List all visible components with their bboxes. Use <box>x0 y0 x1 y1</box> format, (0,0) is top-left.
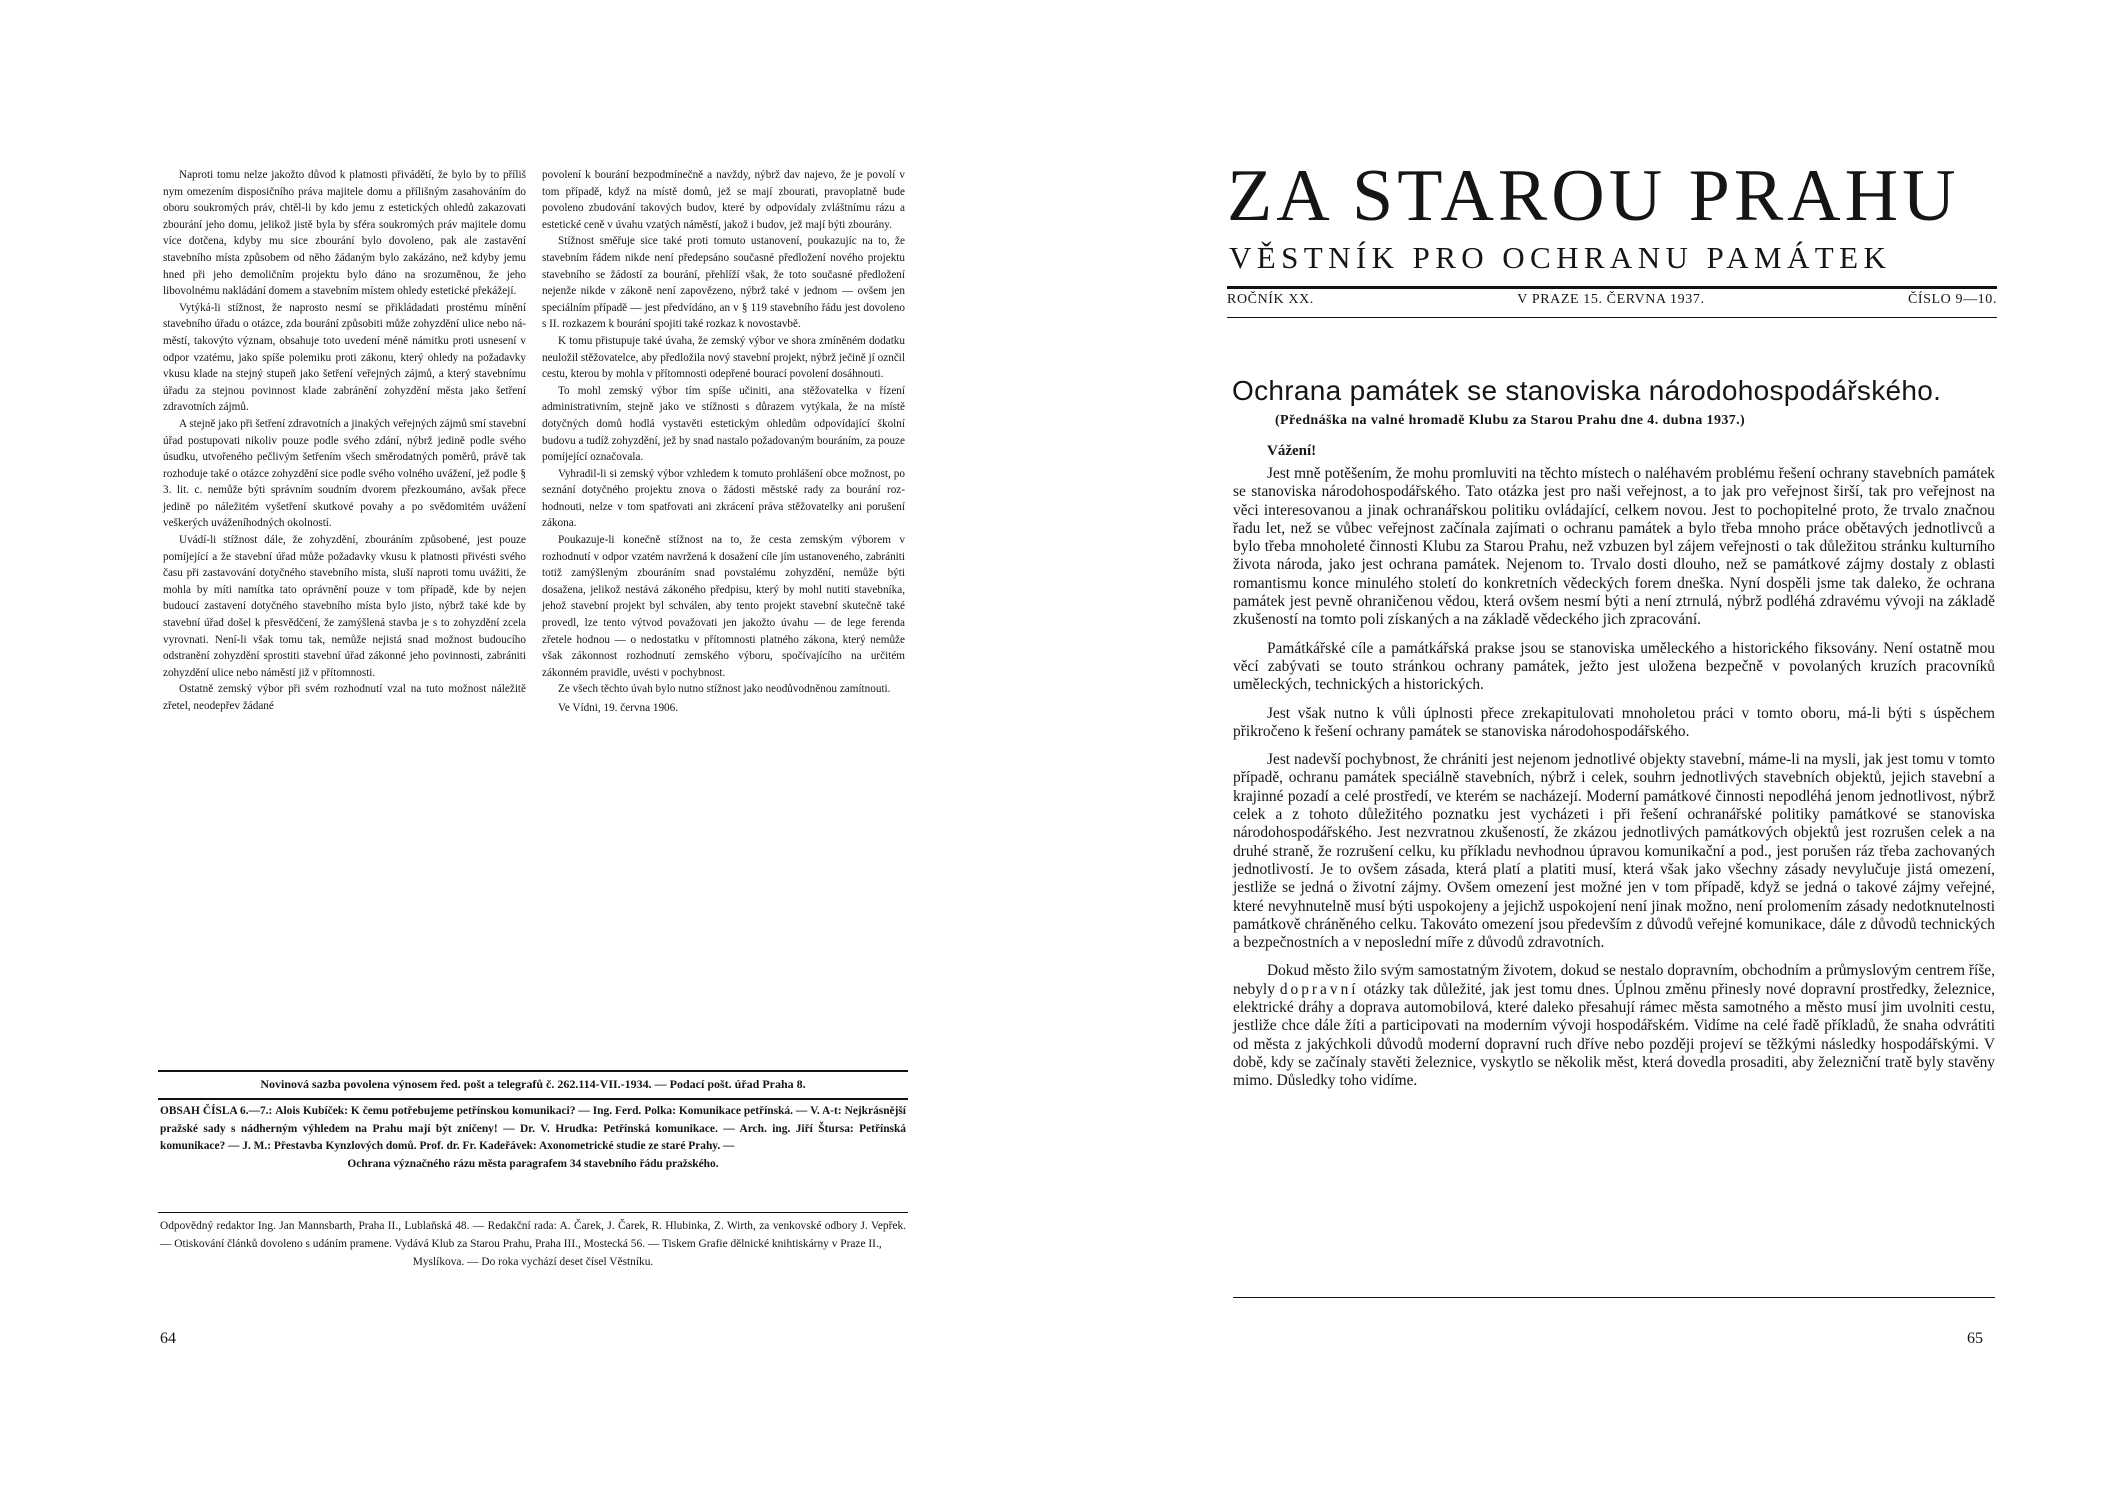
paragraph: A stejně jako při šetření zdravotních a jinakých veřejných zájmů smí stavební úřad postupovati nikoliv pouze podle svého zdání, nýbrž jedině podle svého úsudku, utvořeného pečlivým šetřením všech směrodatných poměrů, právě tak rozhoduje také o otázce zohyzdění sice podle svého volného uvážení, jež podle § 3. lit. c. nemůže býti správním soudním dvorem přezkoumáno, avšak přece jedině po náležitém vyšetření skutkové povahy a po svědomitém uvážení veškerých uváženíhodných okolností. <box>163 417 527 530</box>
divider <box>1227 317 1997 318</box>
dateline: Ve Vídni, 19. června 1906. <box>558 702 679 714</box>
text-run: Dokud město žilo svým samostatným životem, dokud se nestalo dopravním, obchodním a průmyslovým centrem říše, nebyly <box>1233 962 1995 998</box>
paragraph: Ze všech těchto úvah bylo nutno stížnost jako neodůvodněnou zamítnouti. <box>558 683 891 696</box>
article-body <box>1233 465 1995 1101</box>
paragraph: Naproti tomu nelze jakožto důvod k platnosti přivádětí, že bylo by to příliš nym omezením disposičního práva majitele domu a přílišným zasahováním do oboru soukromých práv, chtěl-li by kdo jemu z estetických ohledů zakazovati zbourání jeho domu, jelikož jistě byla by sféra soukromých práv majitele domu více dotčena, kdyby mu sice zbourání bylo dovoleno, pak ale zastavění stavebního místa způsobem od něho žádaným bylo zakázáno, než kdyby jemu hned při jeho demoličním projektu bylo dáno na srozuměnou, že jeho libovolnému nakládání domem a stavebním místem ohledy estetické překážejí. <box>163 169 526 298</box>
issue-number: ČÍSLO 9—10. <box>1907 292 1997 307</box>
issue-contents <box>160 1103 906 1173</box>
divider <box>1227 286 1997 289</box>
paragraph: Ostatně zemský výbor při svém rozhodnutí vzal na tuto možnost náležitě zřetel, neodepřev žádané <box>163 683 526 712</box>
imprint <box>160 1218 906 1271</box>
volume: ROČNÍK XX. <box>1227 292 1314 307</box>
imprint-last-line: Myslíkova. — Do roka vychází deset čísel Věstníku. <box>412 1255 654 1268</box>
article-title: Ochrana památek se stanoviska národohospodářského. <box>1232 375 1942 406</box>
contents-label: OBSAH ČÍSLA 6.—7.: <box>160 1105 273 1117</box>
article-subtitle: (Přednáška na valné hromadě Klubu za Starou Prahu dne 4. dubna 1937.) <box>1275 413 1746 428</box>
paragraph: Památkářské cíle a památkářská prakse jsou se stanoviska uměleckého a historického fiksovány. Není ostatně mou věcí zabývati se touto stránkou ochrany památek, ježto jest uložena bezpečně v povolaných kruzích pracovníků uměleckých, technických a historických. <box>1233 639 1995 694</box>
divider <box>1233 1297 1995 1298</box>
right-page <box>1057 0 2114 1500</box>
salutation: Vážení! <box>1267 443 1317 459</box>
issue-info-bar <box>1227 292 1997 308</box>
postal-notice: Novinová sazba povolena výnosem řed. pošt a telegrafů č. 262.114-VII.-1934. — Podací pošt. úřad Praha 8. <box>260 1077 806 1091</box>
issue-date: V PRAZE 15. ČERVNA 1937. <box>1517 292 1705 307</box>
imprint-text: Odpovědný redaktor Ing. Jan Mannsbarth, Praha II., Lublaňská 48. — Redakční rada: A. Čarek, J. Čarek, R. Hlubinka, Z. Wirth, za venkovské odbory J. Vepřek. — Otiskování článků dovoleno s udáním pramene. Vydává Klub za Starou Prahu, Praha III., Mostecká 56. — Tiskem Grafie dělnické knihtiskárny v Praze II., <box>160 1220 906 1250</box>
divider <box>158 1070 908 1072</box>
text-column-right <box>542 167 905 717</box>
paragraph: To mohl zemský výbor tím spíše učiniti, ana stěžovatelka v řízení administrativním, stejně jako ve stížnosti s důrazem vytýkala, že na místě dotyčných domů hodlá vystavěti estetickým ohledům odpovídající školní budovu a tudíž zohyzdění, jež by snad nastalo požadovaným bouráním, za pouze pomíjející označovala. <box>542 384 905 464</box>
page-number: 64 <box>160 1330 176 1347</box>
paragraph: Jest nadevší pochybnost, že chrániti jest nejenom jednotlivé objekty stavební, máme-li na mysli, jak jest tomu v tomto případě, ochranu památek speciálně stavebních, nýbrž i celek, souhrn jednotlivých stavebních objektů, jejich stavební a krajinné pozadí a celé prostředí, ve kterém se nacházejí. Moderní památkové činnosti nepodléhá jenom jednotlivost, nýbrž celek a z tohoto důležitého poznatku jest vycházeti i při řešení ochranářské politiky památkové se stanoviska národohospodářského. Jest nezvratnou zkušeností, že zkázou jednotlivých památkových objektů jest rozrušen celek a na druhé straně, že rozrušení celku, ku příkladu nevhodnou úpravou komunikační a pod., jest porušen ráz třeba zachovaných jednotlivostí. Je to ovšem zásada, která platí a platiti musí, která však jako všechny zásady nevylučuje jistá omezení, jestliže se jedná o životní zájmy. Ovšem omezení jest možné jen v tom případě, když se jedná o takové zájmy veřejné, které nevyhnutelně musí býti uspokojeny a jejichž uspokojení není jinak možno, není prolomením zásady nedotknutelnosti památkově chráněného celku. Takováto omezení jsou především z důvodů veřejné komunikace, dále z důvodů technických a bezpečnostních a v neposlední míře z důvodů zdravotních. <box>1233 751 1995 952</box>
masthead-title: ZA STAROU PRAHU <box>1227 155 1960 237</box>
paragraph: Poukazuje-li konečně stížnost na to, že cesta zemským výborem v rozhodnutí v odpor vzatém navržená k dosažení cíle jím ustanoveného, zabrániti totiž zamýšleným zbouráním snad povstalému zohyzdění, nemůže býti dosažena, jelikož nestává zákoného předpisu, který by mohl nutiti stavebníka, jehož stavební projekt byl schválen, aby tento projekt stavební skutečně také provedl, lze tento výtvod považovati jen jakožto úvahu — de lege ferenda zřetele hodnou — o nedostatku v přítomnosti platného zákona, který nemůže však zákonnost rozhodnutí zemského výboru, spočívajícího na určitém zákonném pravidle, uvésti v pochybnost. <box>542 534 905 679</box>
divider <box>158 1212 908 1213</box>
paragraph: Uvádí-li stížnost dále, že zohyzdění, zbouráním způsobené, jest pouze pomíjející a že stavební úřad může požadavky vkusu k platnosti přivésti svého času při zastavování dotyčného stavebního místa, sluší naproti tomu uvážiti, že mohla by míti namítka tato oprávnění pouze v tom případě, kde by nejen budoucí zastavení dotyčného stavebního místa bylo jisto, nýbrž také kde by stavební úřad došel k přesvědčení, že zamýšlená stavba je s to zohyzdění zcela vyrovnati. Není-li však tomu tak, nemůže nejistá snad možnost budoucího odstranění zohyzdění sprostiti stavební úřad zákonné jeho povinnosti, zabrániti zohyzdění ulice nebo náměstí již v přítomnosti. <box>163 534 526 679</box>
paragraph: Vytýká-li stížnost, že naprosto nesmí se přikládadati prostému mínění stavebního úřadu o otázce, zda bourání způsobiti může zohyzdění ulice nebo náměstí, takovýto význam, obsahuje toto uvedení méně námitku proti usnesení v odpor vzatému, jako spíše polemiku proti zákonu, který ohledy na požadavky vkusu klade na stejný stupeň jako šetření veřejných zájmů, a který stavebnímu úřadu za stejnou povinnost klade zabránění zohyzdění města jako šetření zdravotních zájmů. <box>163 301 526 414</box>
paragraph <box>1233 962 1995 1090</box>
paragraph: Jest však nutno k vůli úplnosti přece zrekapitulovati mnoholetou práci v tomto oboru, má-li býti s úspěchem přikročeno k řešení ochrany památek se stanoviska národohospodářského. <box>1233 704 1995 740</box>
paragraph: Vyhradil-li si zemský výbor vzhledem k tomuto prohlášení obce možnost, po seznání dotyčného projektu znova o žádosti městské rady za bourání rozhodnouti, nelze v tom spatřovati ani zkrácení práva stěžovatelky ani porušení zákona. <box>542 467 905 530</box>
page-number: 65 <box>1967 1330 1983 1347</box>
contents-last-line: Ochrana význačného rázu města paragrafem 34 stavebního řádu pražského. <box>347 1157 719 1170</box>
paragraph: Jest mně potěšením, že mohu promluviti na těchto místech o naléhavém problému řešení ochrany stavebních památek se stanoviska národohospodářského. Tato otázka jest pro naši veřejnost, a to jak pro veřejnost širší, tak pro veřejnost na věci interesovanou a jinak ochranářskou politiku ovládající, celkem novou. Jest to pochopitelné proto, že trvalo značnou řadu let, než se vůbec veřejnost začínala zajímati o ochranu památek a bylo třeba mnoho práce obětavých jednotlivců a bylo třeba mnoholeté činnosti Klubu za Starou Prahu, než vzbuzen byl zájem veřejnosti o tak důležitou stránku kulturního života národa, jako jest ochrana památek. Nejenom to. Trvalo dosti dlouho, než se památkové zájmy dostaly z oblasti romantismu konce minulého století do konkretních vědeckých forem dneška. Nyní dospěli jsme tak daleko, že ochrana památek jest pevně ohraničenou vědou, která ovšem nesmí býti a není ztrnulá, nýbrž podléhá zdravému vývoji na základě zkušeností na tomto poli získaných a na základě vědeckého jich zpracování. <box>1233 465 1995 629</box>
paragraph: povolení k bourání bezpodmínečně a navždy, nýbrž dav najevo, že je povolí v tom případě, když na místě domů, jež se mají zbourati, pravoplatně bude povoleno zbudování takových budov, které by odpovídaly zvláštnímu rázu a estetické ceně v úvahu vzatých náměstí, jakož i budov, jež mají býti zbourány. <box>542 169 905 231</box>
divider <box>158 1098 908 1100</box>
contents-text: Alois Kubíček: K čemu potřebujeme petřínskou komunikaci? — Ing. Ferd. Polka: Komunikace petřínská. — V. A-t: Nejkrásnější pražské sady s nádherným výhledem na Prahu mají být zničeny! — Dr. V. Hrudka: Petřínská komunikace. — Arch. ing. Jiří Štursa: Petřínská komunikace? — J. M.: Přestavba Kynzlových domů. Prof. dr. Fr. Kadeřávek: Axonometrické studie ze staré Prahy. — <box>160 1105 906 1153</box>
text-run: otázky tak důležité, jak jest tomu dnes. Úplnou změnu přinesly nové dopravní prostředky, železnice, elektrické dráhy a doprava automobilová, které daleko přesahují rámec města samotného a město musí jim uvolniti cestu, jestliže chce dále žíti a participovati na moderním vývoji hospodářském. Vidíme na celé řadě příkladů, že snaha odvrátiti od města z jakýchkoli důvodů moderní dopravní ruch dříve nebo později projeví se těžkými následky hospodářskými. V době, kdy se začínaly stavěti železnice, vyskytlo se několik měst, která dovedla prosaditi, aby železniční tratě byly stavěny mimo. Důsledky toho vidíme. <box>1233 980 1995 1090</box>
paragraph: Stížnost směřuje sice také proti tomuto ustanovení, poukazujíc na to, že stavebním řádem nikde není předepsáno současné předložení nového projektu stavebního se žádostí za bourání, přehlíží však, že toto současné předložení nejenže nikde v zákoně není zapovězeno, nýbrž také v jednom — ovšem jen speciálním případě — jest předvídáno, an v § 119 stavebního řádu jest dovoleno s II. rozkazem k bourání spojiti také rozkaz k novostavbě. <box>542 235 905 331</box>
text-column-left <box>163 167 526 715</box>
paragraph: K tomu přistupuje také úvaha, že zemský výbor ve shora zmíněném dodatku neuložil stěžovatelce, aby předložila nový stavební projekt, nýbrž ječině jí oznčil cestu, kterou by mohla v přítomnosti odepřené bourací povolení dosáhnouti. <box>542 334 905 381</box>
emphasized-word: dopravní <box>1279 980 1359 998</box>
masthead-subtitle: VĚSTNÍK PRO OCHRANU PAMÁTEK <box>1229 240 1892 275</box>
